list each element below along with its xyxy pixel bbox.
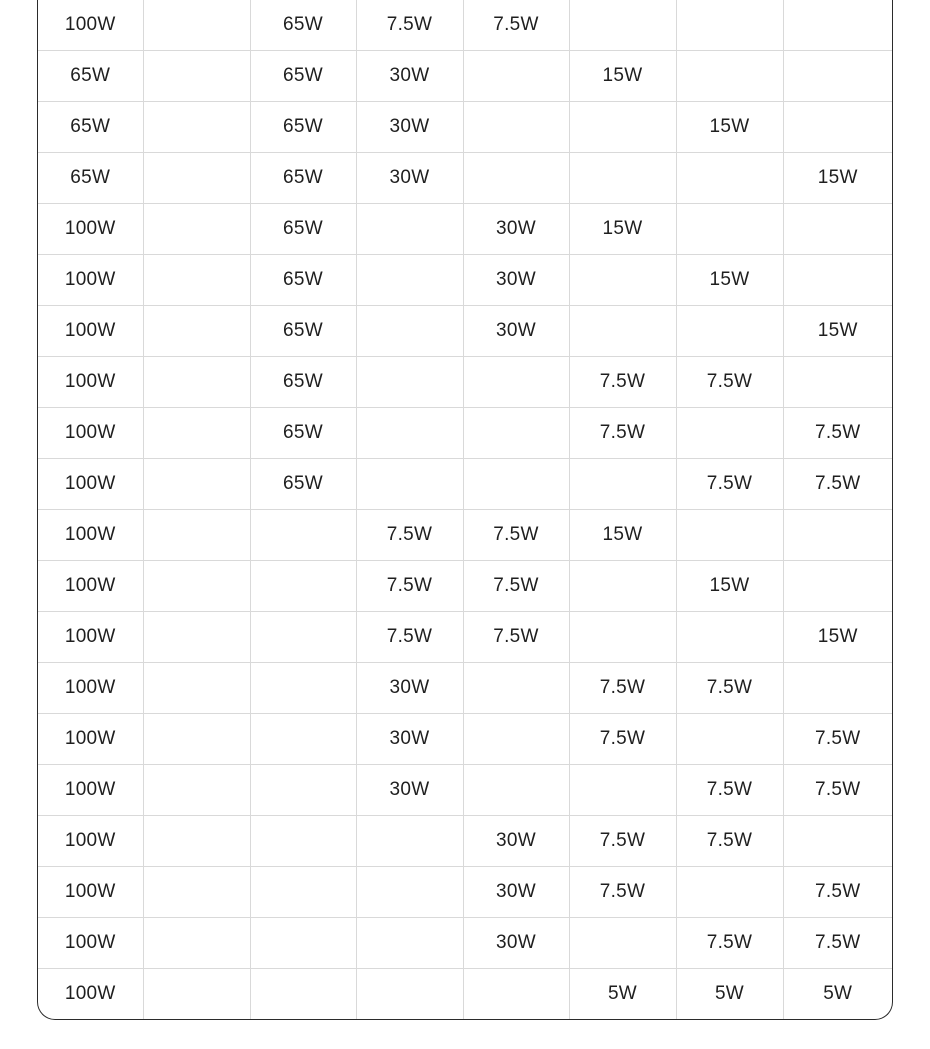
table-cell	[676, 510, 783, 561]
table-cell	[250, 816, 356, 867]
table-cell: 30W	[356, 765, 463, 816]
table-cell: 15W	[783, 612, 892, 663]
table-cell	[783, 102, 892, 153]
table-row	[38, 255, 892, 306]
table-cell: 100W	[38, 969, 143, 1020]
table-cell: 100W	[38, 765, 143, 816]
table-cell	[356, 918, 463, 969]
table-row	[38, 867, 892, 918]
table-row	[38, 765, 892, 816]
table-cell	[463, 714, 569, 765]
power-table-container	[37, 0, 893, 1020]
table-cell	[569, 561, 676, 612]
table-cell	[356, 255, 463, 306]
table-cell: 7.5W	[676, 357, 783, 408]
table-cell: 15W	[676, 255, 783, 306]
table-cell	[783, 0, 892, 51]
table-cell: 5W	[676, 969, 783, 1020]
table-cell: 65W	[250, 306, 356, 357]
table-cell: 7.5W	[676, 663, 783, 714]
table-cell: 30W	[356, 102, 463, 153]
table-row	[38, 714, 892, 765]
table-row	[38, 510, 892, 561]
table-cell	[463, 408, 569, 459]
table-cell: 30W	[463, 918, 569, 969]
table-cell: 100W	[38, 714, 143, 765]
table-cell	[676, 714, 783, 765]
table-row	[38, 204, 892, 255]
table-cell: 7.5W	[463, 510, 569, 561]
table-cell	[463, 459, 569, 510]
table-cell: 15W	[676, 561, 783, 612]
table-row	[38, 51, 892, 102]
table-cell: 7.5W	[463, 0, 569, 51]
table-cell: 7.5W	[783, 714, 892, 765]
table-cell: 7.5W	[356, 561, 463, 612]
table-cell	[463, 102, 569, 153]
table-cell: 30W	[463, 306, 569, 357]
table-cell	[143, 663, 250, 714]
table-cell: 7.5W	[783, 459, 892, 510]
table-cell	[676, 153, 783, 204]
table-cell	[569, 765, 676, 816]
table-cell: 100W	[38, 204, 143, 255]
table-cell	[143, 918, 250, 969]
table-cell	[356, 204, 463, 255]
table-cell	[676, 0, 783, 51]
table-cell	[783, 561, 892, 612]
table-cell	[569, 306, 676, 357]
table-cell	[143, 408, 250, 459]
table-row	[38, 459, 892, 510]
table-cell: 65W	[250, 357, 356, 408]
table-cell: 30W	[356, 153, 463, 204]
table-row	[38, 663, 892, 714]
table-cell: 100W	[38, 663, 143, 714]
table-cell: 7.5W	[676, 459, 783, 510]
table-cell: 30W	[463, 255, 569, 306]
table-cell: 65W	[250, 102, 356, 153]
table-cell	[250, 867, 356, 918]
table-cell: 7.5W	[569, 663, 676, 714]
table-cell: 7.5W	[569, 357, 676, 408]
table-cell	[783, 255, 892, 306]
table-cell	[463, 765, 569, 816]
table-cell	[356, 969, 463, 1020]
table-cell: 100W	[38, 357, 143, 408]
table-cell	[143, 561, 250, 612]
table-cell	[143, 357, 250, 408]
table-cell: 65W	[38, 51, 143, 102]
table-cell: 7.5W	[569, 408, 676, 459]
table-cell: 7.5W	[356, 612, 463, 663]
table-cell: 100W	[38, 561, 143, 612]
table-cell: 65W	[250, 255, 356, 306]
table-cell: 65W	[250, 0, 356, 51]
table-cell: 7.5W	[783, 765, 892, 816]
table-cell: 65W	[250, 153, 356, 204]
table-row	[38, 153, 892, 204]
table-cell	[356, 357, 463, 408]
table-cell	[250, 612, 356, 663]
table-cell: 100W	[38, 459, 143, 510]
table-cell	[783, 204, 892, 255]
table-cell	[676, 867, 783, 918]
table-cell: 30W	[356, 714, 463, 765]
table-cell: 7.5W	[569, 816, 676, 867]
table-cell: 30W	[463, 816, 569, 867]
table-cell: 100W	[38, 510, 143, 561]
table-cell: 15W	[676, 102, 783, 153]
table-row	[38, 816, 892, 867]
table-cell	[143, 714, 250, 765]
table-cell	[356, 867, 463, 918]
table-cell: 7.5W	[676, 765, 783, 816]
table-cell	[143, 306, 250, 357]
power-distribution-table	[38, 0, 892, 1019]
table-cell	[143, 0, 250, 51]
table-cell	[143, 765, 250, 816]
table-cell	[569, 153, 676, 204]
table-row	[38, 102, 892, 153]
table-cell	[676, 408, 783, 459]
table-cell: 30W	[463, 204, 569, 255]
table-row	[38, 408, 892, 459]
table-cell	[569, 255, 676, 306]
table-cell: 7.5W	[463, 561, 569, 612]
table-cell: 65W	[250, 459, 356, 510]
table-cell: 7.5W	[569, 867, 676, 918]
table-cell: 65W	[250, 51, 356, 102]
table-cell: 30W	[356, 663, 463, 714]
table-cell	[143, 153, 250, 204]
table-cell	[569, 612, 676, 663]
table-cell	[143, 51, 250, 102]
table-cell	[143, 816, 250, 867]
table-cell	[676, 204, 783, 255]
table-cell	[783, 51, 892, 102]
table-row	[38, 612, 892, 663]
table-cell	[463, 51, 569, 102]
table-cell	[356, 459, 463, 510]
table-cell	[250, 969, 356, 1020]
table-cell: 5W	[569, 969, 676, 1020]
table-row	[38, 918, 892, 969]
table-cell: 100W	[38, 0, 143, 51]
table-cell	[356, 408, 463, 459]
table-cell	[143, 204, 250, 255]
table-cell	[250, 765, 356, 816]
table-cell: 100W	[38, 306, 143, 357]
table-cell: 100W	[38, 408, 143, 459]
table-cell	[783, 357, 892, 408]
table-cell	[143, 612, 250, 663]
table-cell: 15W	[783, 153, 892, 204]
table-cell	[250, 561, 356, 612]
table-cell	[569, 918, 676, 969]
table-cell	[569, 102, 676, 153]
table-cell: 65W	[38, 102, 143, 153]
table-cell: 100W	[38, 612, 143, 663]
table-cell	[676, 51, 783, 102]
table-cell	[143, 510, 250, 561]
table-row	[38, 561, 892, 612]
table-cell: 65W	[38, 153, 143, 204]
table-cell	[783, 663, 892, 714]
table-cell	[143, 255, 250, 306]
power-table-body	[38, 0, 892, 1019]
table-cell	[463, 969, 569, 1020]
table-cell	[463, 663, 569, 714]
table-cell: 7.5W	[676, 918, 783, 969]
table-cell: 100W	[38, 816, 143, 867]
table-cell	[356, 816, 463, 867]
table-cell: 7.5W	[676, 816, 783, 867]
table-cell: 65W	[250, 204, 356, 255]
table-cell	[250, 663, 356, 714]
table-cell	[676, 612, 783, 663]
table-cell	[143, 102, 250, 153]
table-cell	[569, 459, 676, 510]
table-cell: 7.5W	[783, 867, 892, 918]
table-cell	[250, 510, 356, 561]
table-row	[38, 969, 892, 1020]
table-cell	[143, 459, 250, 510]
table-cell: 15W	[569, 51, 676, 102]
table-row	[38, 0, 892, 51]
table-cell: 15W	[569, 510, 676, 561]
table-cell	[250, 714, 356, 765]
table-row	[38, 357, 892, 408]
table-cell: 100W	[38, 918, 143, 969]
table-cell: 15W	[569, 204, 676, 255]
table-cell: 7.5W	[463, 612, 569, 663]
table-cell: 7.5W	[356, 510, 463, 561]
table-cell	[463, 357, 569, 408]
table-cell: 5W	[823, 983, 853, 1004]
table-cell: 15W	[783, 306, 892, 357]
table-cell	[783, 510, 892, 561]
table-cell	[143, 867, 250, 918]
table-cell	[676, 306, 783, 357]
table-cell: 7.5W	[783, 918, 892, 969]
table-cell: 7.5W	[569, 714, 676, 765]
table-cell	[143, 969, 250, 1020]
table-cell	[250, 918, 356, 969]
table-cell: 7.5W	[783, 408, 892, 459]
table-cell	[783, 816, 892, 867]
table-cell: 65W	[250, 408, 356, 459]
table-cell: 30W	[463, 867, 569, 918]
table-cell	[463, 153, 569, 204]
table-cell: 100W	[38, 867, 143, 918]
table-cell	[356, 306, 463, 357]
table-cell	[569, 0, 676, 51]
table-cell: 100W	[38, 255, 143, 306]
table-cell: 7.5W	[356, 0, 463, 51]
table-cell: 30W	[356, 51, 463, 102]
table-row	[38, 306, 892, 357]
